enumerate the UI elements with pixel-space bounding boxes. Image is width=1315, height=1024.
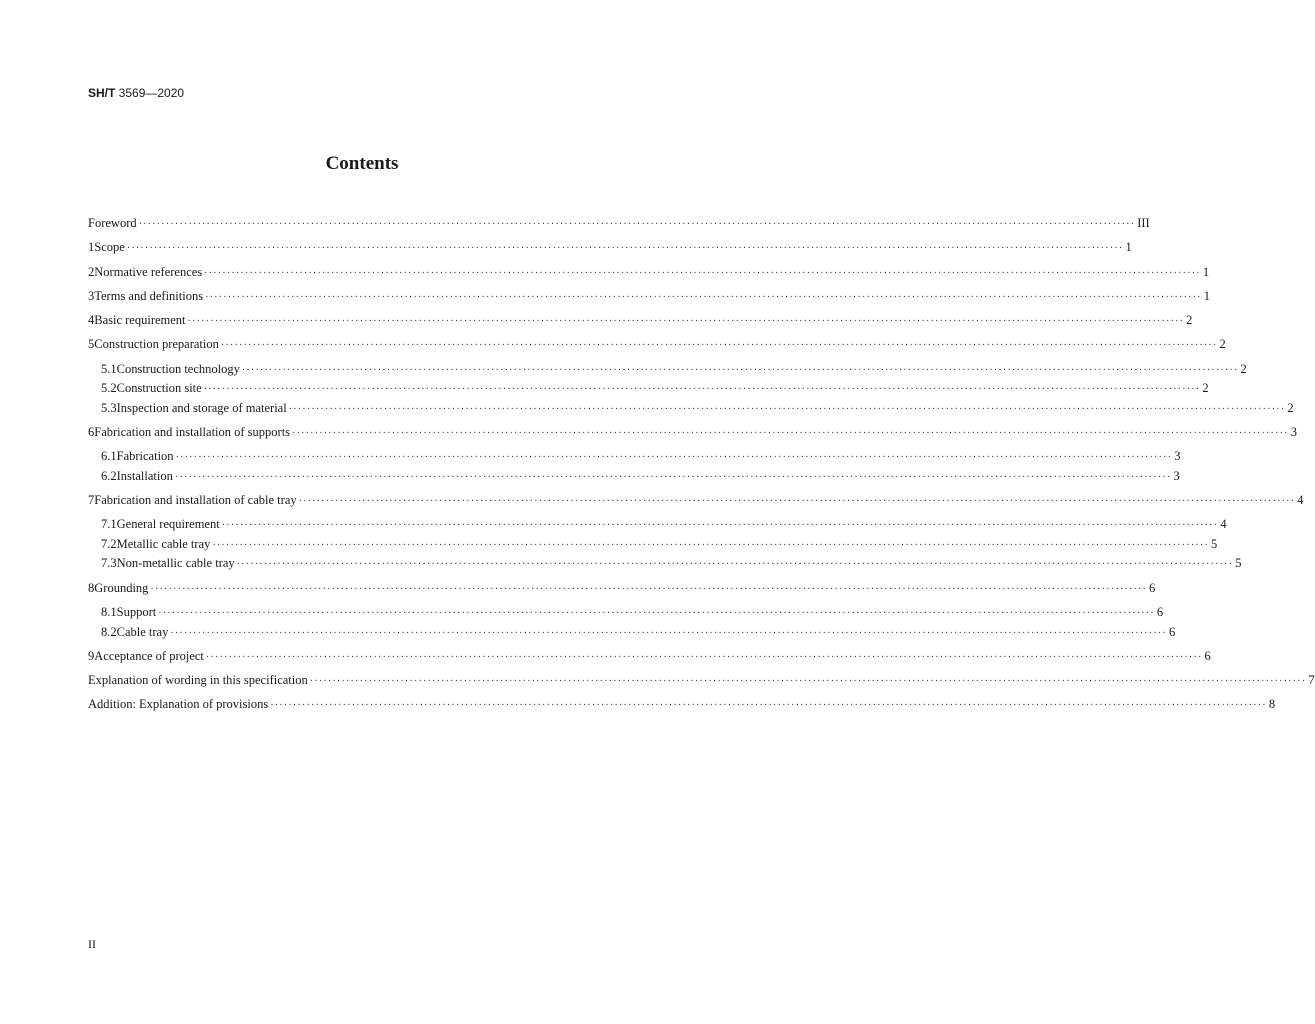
toc-entry[interactable] <box>88 425 1297 449</box>
toc-entry[interactable] <box>88 240 1132 264</box>
dot-leader: ···························································································································································································································· <box>203 384 1201 396</box>
toc-entry-label: Basic requirement <box>94 313 186 328</box>
toc-entry-number: 1 <box>88 240 95 255</box>
toc-entry-page: 1 <box>1203 288 1210 303</box>
toc-entry-label: Terms and definitions <box>94 288 204 303</box>
dot-leader: ···························································································································································································································· <box>236 559 1234 571</box>
document-code <box>88 86 184 100</box>
toc-entry[interactable] <box>88 381 1209 401</box>
dot-leader: ···························································································································································································································· <box>126 243 1124 255</box>
toc-entry-page: 6 <box>1168 624 1176 639</box>
dot-leader: ···························································································································································································································· <box>309 676 1307 688</box>
toc-entry-label: Acceptance of project <box>94 648 204 663</box>
toc-entry-number: 8.1 <box>101 605 117 620</box>
toc-entry[interactable] <box>88 556 1242 580</box>
dot-leader: ···························································································································································································································· <box>221 520 1219 532</box>
toc-entry[interactable] <box>88 493 1304 517</box>
toc-entry-label: Installation <box>116 468 173 483</box>
toc-entry-number: 6.1 <box>101 449 117 464</box>
dot-leader: ···························································································································································································································· <box>187 316 1185 328</box>
toc-entry[interactable] <box>88 216 1150 240</box>
toc-entry[interactable] <box>88 697 1276 721</box>
toc-entry-label: Scope <box>94 240 125 255</box>
toc-entry-label: Construction preparation <box>94 337 219 352</box>
toc-entry-number: 9 <box>88 648 95 663</box>
toc-entry-page: 2 <box>1287 400 1294 415</box>
dot-leader: ···························································································································································································································· <box>174 471 1172 483</box>
toc-entry-label: Metallic cable tray <box>116 536 211 551</box>
table-of-contents <box>88 216 1315 722</box>
dot-leader: ···························································································································································································································· <box>158 608 1155 620</box>
dot-leader: ···························································································································································································································· <box>212 539 1209 551</box>
toc-entry-page: 4 <box>1297 493 1304 508</box>
toc-entry-number: 6 <box>88 425 95 440</box>
toc-entry-number: 5.2 <box>101 381 117 396</box>
toc-entry-number: 2 <box>88 264 95 279</box>
toc-entry-page: 3 <box>1174 449 1181 464</box>
toc-entry-number: 7.3 <box>101 556 117 571</box>
toc-entry-label: Cable tray <box>116 624 169 639</box>
toc-entry[interactable] <box>88 580 1156 605</box>
toc-entry[interactable] <box>88 449 1181 469</box>
toc-entry-label: Foreword <box>88 216 137 230</box>
dot-leader: ···························································································································································································································· <box>292 428 1289 440</box>
toc-entry[interactable] <box>88 361 1247 382</box>
dot-leader: ···························································································································································································································· <box>150 583 1148 595</box>
toc-entry-label: Construction technology <box>116 361 240 376</box>
dot-leader: ···························································································································································································································· <box>138 219 1136 230</box>
toc-entry[interactable] <box>88 400 1294 425</box>
toc-entry-page: 1 <box>1202 264 1210 279</box>
toc-entry-label: Grounding <box>94 580 149 595</box>
toc-entry[interactable] <box>88 605 1164 625</box>
toc-entry[interactable] <box>88 313 1193 337</box>
dot-leader: ···························································································································································································································· <box>170 627 1167 639</box>
dot-leader: ···························································································································································································································· <box>205 291 1202 303</box>
toc-entry-number: 7.1 <box>101 517 117 532</box>
toc-entry-label: Inspection and storage of material <box>116 400 287 415</box>
toc-entry[interactable] <box>88 264 1210 289</box>
dot-leader: ···························································································································································································································· <box>175 452 1173 464</box>
toc-entry-number: 7.2 <box>101 536 117 551</box>
dot-leader: ···························································································································································································································· <box>288 403 1286 415</box>
toc-entry-number: 4 <box>88 313 95 328</box>
toc-entry-page: 2 <box>1219 337 1226 352</box>
toc-entry-label: Fabrication <box>116 449 174 464</box>
toc-entry-label: Construction site <box>116 381 202 396</box>
toc-entry[interactable] <box>88 337 1226 361</box>
toc-entry-number: 3 <box>88 288 95 303</box>
toc-entry-label: Fabrication and installation of cable tray <box>94 493 297 508</box>
toc-entry-page: 5 <box>1210 536 1218 551</box>
toc-entry-page: 2 <box>1202 381 1209 396</box>
toc-entry-page: 6 <box>1149 580 1156 595</box>
toc-entry-page: III <box>1137 216 1150 230</box>
dot-leader: ···························································································································································································································· <box>204 267 1201 279</box>
toc-entry-label: Non-metallic cable tray <box>116 556 235 571</box>
toc-entry-label: Normative references <box>94 264 203 279</box>
toc-entry-label: General requirement <box>116 517 220 532</box>
toc-entry[interactable] <box>88 648 1211 673</box>
toc-entry-page: 4 <box>1220 517 1227 532</box>
page-number: II <box>88 937 96 951</box>
dot-leader: ···························································································································································································································· <box>241 364 1239 376</box>
document-code-prefix: SH/T <box>88 86 116 100</box>
toc-entry[interactable] <box>88 468 1180 493</box>
toc-entry[interactable] <box>88 288 1210 313</box>
toc-entry-page: 3 <box>1173 468 1180 483</box>
toc-entry-label: Explanation of wording in this specification <box>88 673 308 688</box>
toc-entry-page: 2 <box>1240 361 1247 376</box>
dot-leader: ···························································································································································································································· <box>220 340 1218 352</box>
toc-entry-number: 5.3 <box>101 400 117 415</box>
toc-entry-page: 5 <box>1235 556 1242 571</box>
toc-entry[interactable] <box>88 624 1176 649</box>
toc-entry[interactable] <box>88 673 1315 697</box>
toc-entry-number: 7 <box>88 493 95 508</box>
dot-leader: ···························································································································································································································· <box>270 700 1267 712</box>
toc-entry-page: 1 <box>1125 240 1132 255</box>
toc-entry-page: 6 <box>1204 648 1211 663</box>
toc-entry-number: 8.2 <box>101 624 117 639</box>
toc-entry[interactable] <box>88 517 1227 537</box>
toc-entry-page: 7 <box>1308 673 1315 688</box>
dot-leader: ···························································································································································································································· <box>298 496 1296 508</box>
toc-entry[interactable] <box>88 536 1218 557</box>
toc-entry-number: 5.1 <box>101 361 117 376</box>
toc-entry-number: 5 <box>88 337 95 352</box>
toc-entry-page: 6 <box>1156 605 1164 620</box>
page-title: Contents <box>325 153 399 174</box>
toc-entry-label: Fabrication and installation of supports <box>94 425 291 440</box>
toc-entry-page: 3 <box>1290 425 1297 440</box>
toc-entry-label: Support <box>116 605 157 620</box>
document-code-number: 3569—2020 <box>115 86 185 100</box>
toc-entry-number: 8 <box>88 580 95 595</box>
toc-entry-page: 2 <box>1186 313 1193 328</box>
toc-entry-page: 8 <box>1268 697 1276 712</box>
toc-entry-number: 6.2 <box>101 468 117 483</box>
toc-entry-label: Addition: Explanation of provisions <box>88 697 269 712</box>
dot-leader: ···························································································································································································································· <box>205 651 1203 663</box>
